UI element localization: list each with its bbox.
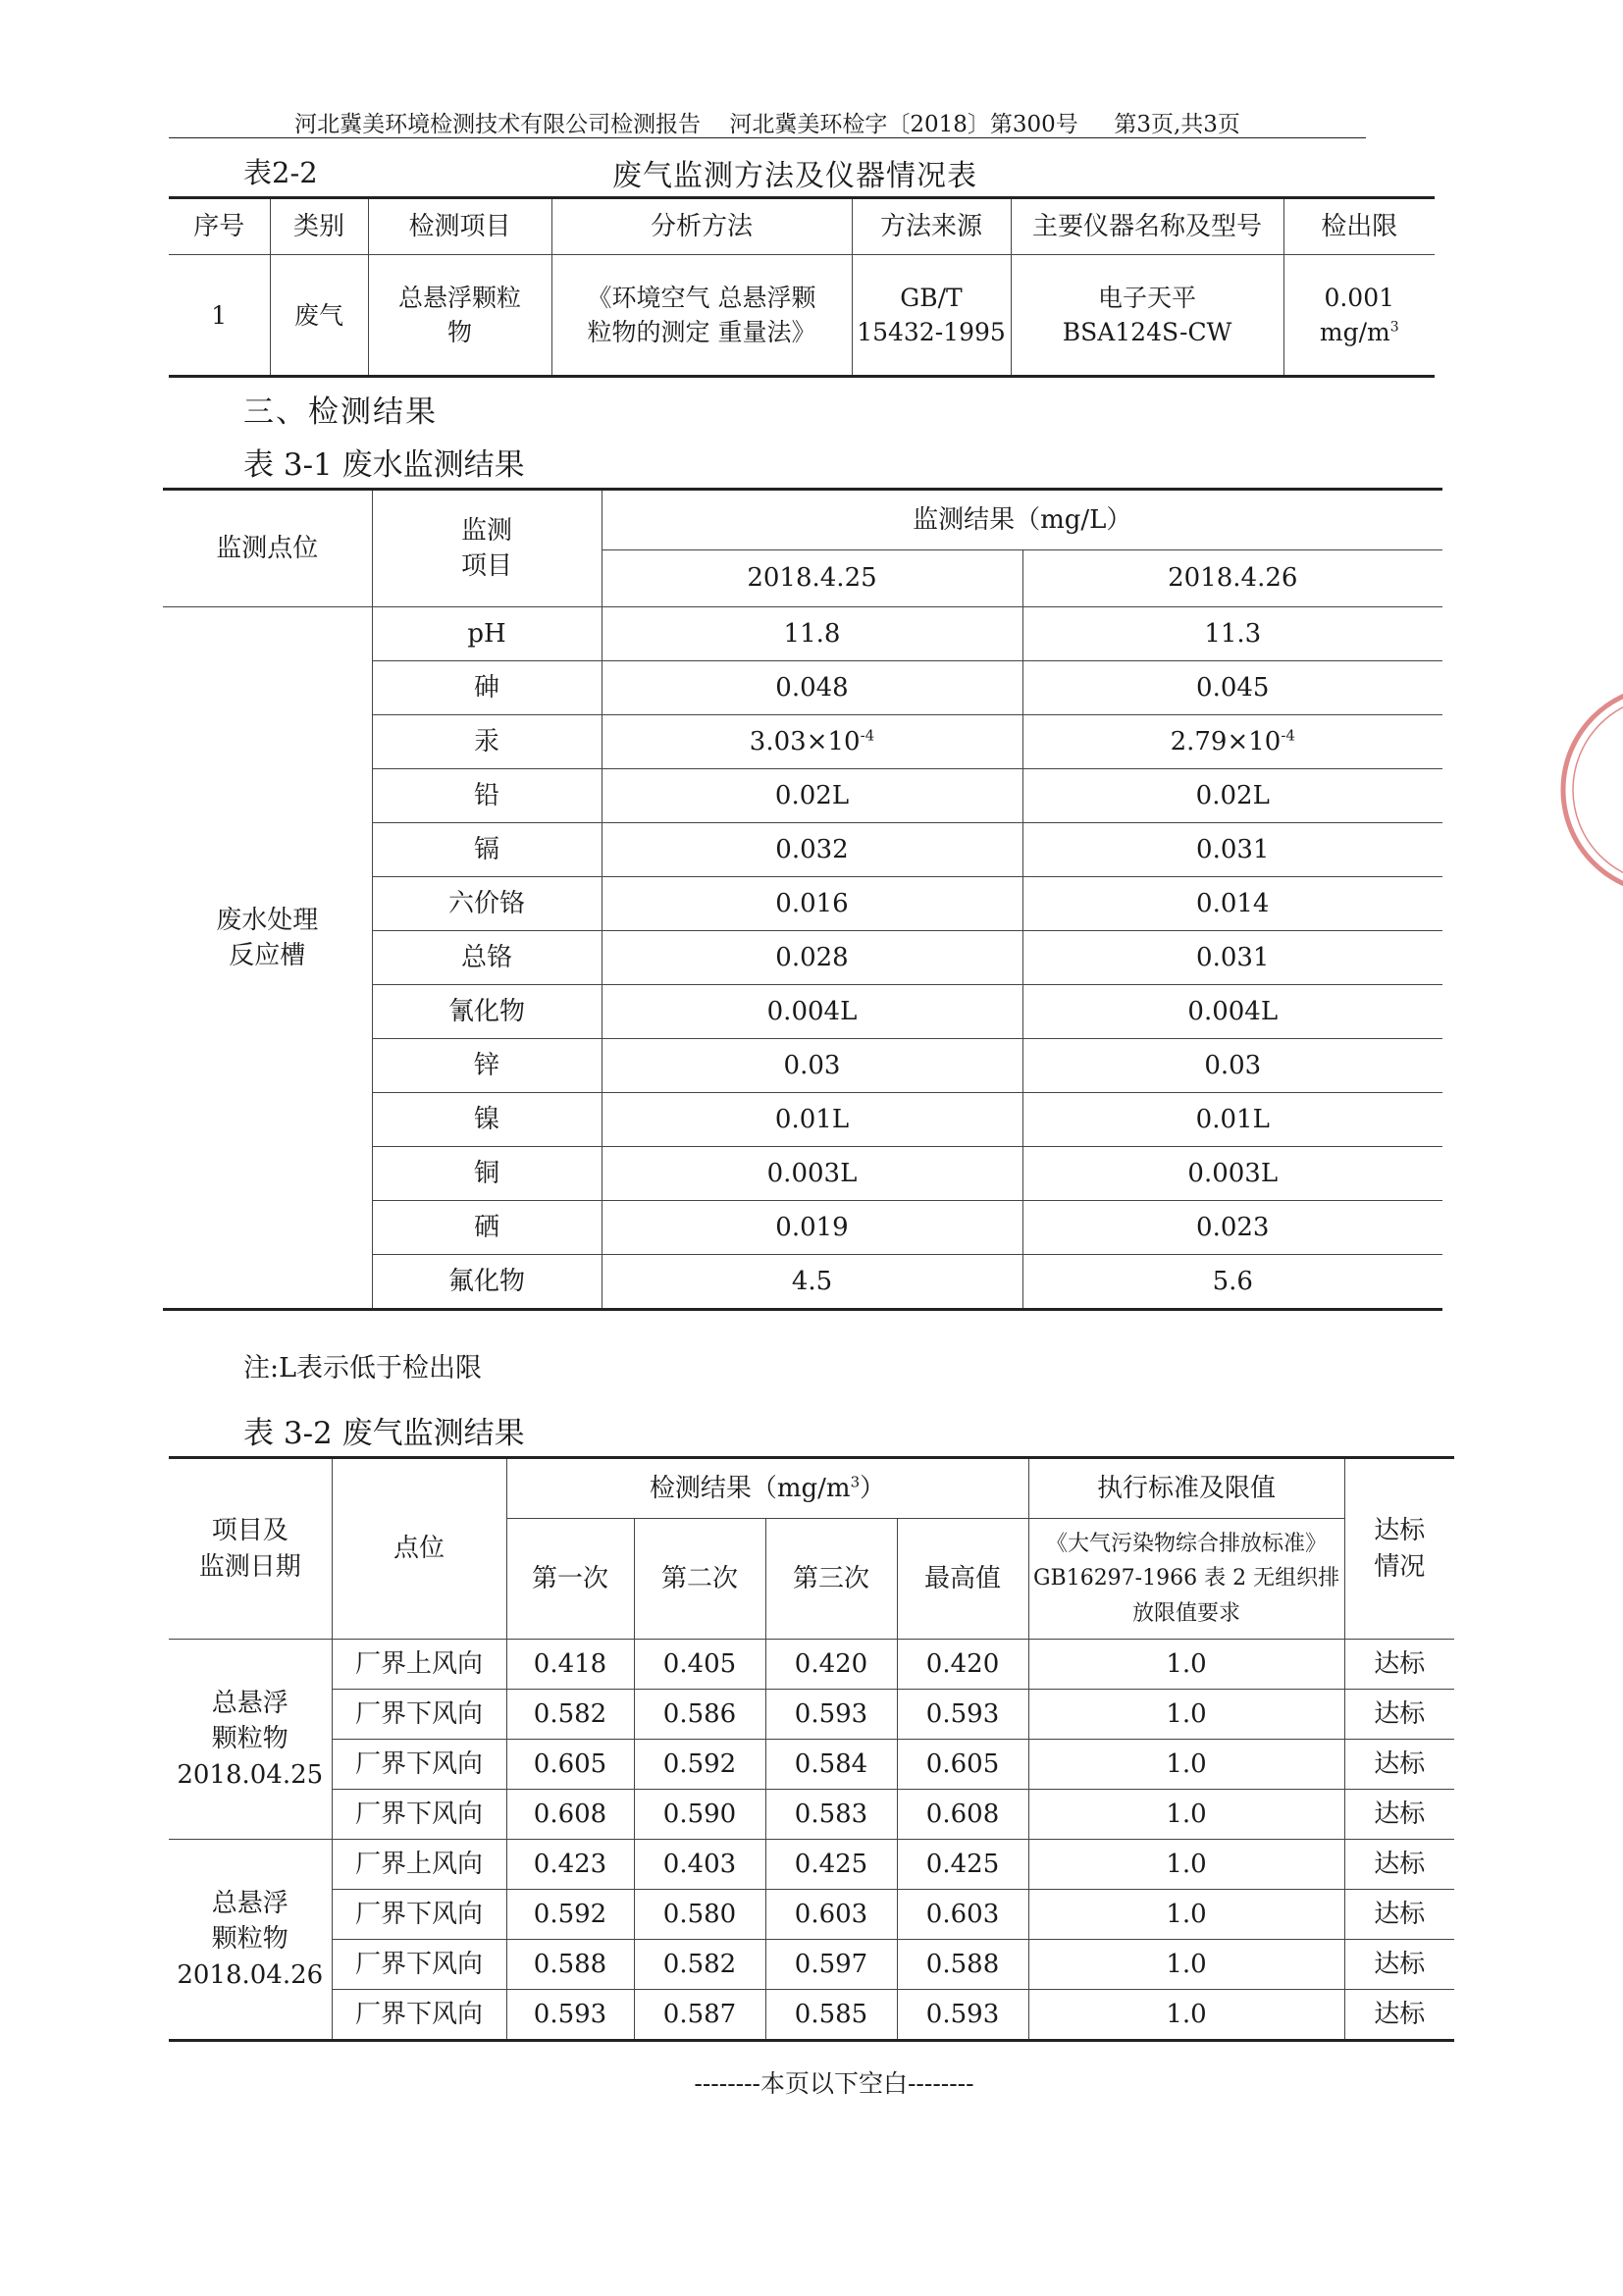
value-cell: 0.03 [1022, 1039, 1442, 1093]
item-cell: 六价铬 [372, 877, 602, 931]
item-cell: 砷 [372, 661, 602, 715]
item-cell: 铜 [372, 1147, 602, 1201]
value-cell: 0.03 [602, 1039, 1022, 1093]
row-method-line: 《环境空气 总悬浮颗 [587, 284, 816, 312]
row-source [852, 255, 1011, 377]
point-cell: 厂界下风向 [332, 1990, 506, 2041]
table-row [169, 1990, 1454, 2041]
header-company: 河北冀美环境检测技术有限公司检测报告 [294, 112, 702, 137]
value-cell: 0.01L [602, 1093, 1022, 1147]
value-cell: 11.8 [602, 607, 1022, 661]
limit-cell: 1.0 [1028, 1840, 1344, 1890]
header-date: 2018.4.26 [1022, 550, 1442, 607]
header-date: 2018.4.25 [602, 550, 1022, 607]
header-results-close: ） [860, 1473, 886, 1503]
max-cell: 0.420 [897, 1640, 1028, 1690]
table-row [169, 1790, 1454, 1840]
value-cell: 0.583 [765, 1790, 897, 1840]
value-cell [1022, 715, 1442, 769]
row-method-line: 粒物的测定 重量法》 [587, 318, 816, 346]
row-category: 废气 [270, 255, 368, 377]
value-exponent: -4 [1281, 726, 1295, 745]
method-instrument-table [169, 196, 1435, 378]
table-row [163, 607, 1442, 661]
status-cell: 达标 [1344, 1640, 1454, 1690]
point-cell: 厂界上风向 [332, 1840, 506, 1890]
point-cell: 厂界下风向 [332, 1890, 506, 1940]
table-header-row [169, 198, 1435, 255]
header-cell: 主要仪器名称及型号 [1011, 198, 1283, 255]
value-cell: 11.3 [1022, 607, 1442, 661]
header-line: 监测 [460, 515, 512, 546]
row-source-line: GB/T [900, 284, 963, 312]
header-line: 情况 [1374, 1551, 1426, 1582]
unit-superscript: 3 [850, 1473, 861, 1491]
point-line: 废水处理 [216, 905, 319, 935]
header-second: 第二次 [634, 1519, 765, 1640]
value-cell: 0.605 [506, 1740, 634, 1790]
value-cell: 0.584 [765, 1740, 897, 1790]
value-cell: 0.048 [602, 661, 1022, 715]
value-cell: 0.603 [765, 1890, 897, 1940]
item-cell: 氟化物 [372, 1255, 602, 1310]
value-cell: 0.405 [634, 1640, 765, 1690]
header-status [1344, 1458, 1454, 1640]
value-cell: 0.423 [506, 1840, 634, 1890]
item-cell: 铅 [372, 769, 602, 823]
status-cell: 达标 [1344, 1690, 1454, 1740]
header-standard-description [1028, 1519, 1344, 1640]
value-cell: 0.031 [1022, 931, 1442, 985]
value-cell: 0.608 [506, 1790, 634, 1840]
unit-superscript: 3 [1389, 319, 1399, 336]
header-cell: 分析方法 [551, 198, 852, 255]
group-name-line: 总悬浮 [211, 1688, 288, 1718]
value-cell: 0.592 [634, 1740, 765, 1790]
header-report-no: 河北冀美环检字〔2018〕第300号 [729, 112, 1078, 137]
max-cell: 0.603 [897, 1890, 1028, 1940]
header-third: 第三次 [765, 1519, 897, 1640]
group-date: 2018.04.25 [177, 1759, 324, 1790]
standard-line: GB16297-1966 表 2 无组织排 [1032, 1566, 1340, 1592]
value-cell: 0.420 [765, 1640, 897, 1690]
table-2-2-title: 废气监测方法及仪器情况表 [612, 159, 977, 193]
item-cell: pH [372, 607, 602, 661]
value-cell: 5.6 [1022, 1255, 1442, 1310]
value-base: 3.03×10 [749, 726, 861, 757]
value-cell: 0.425 [765, 1840, 897, 1890]
value-cell: 0.588 [506, 1940, 634, 1990]
table-row [169, 1840, 1454, 1890]
group-label [169, 1640, 332, 1840]
table-row [169, 1890, 1454, 1940]
value-cell: 0.586 [634, 1690, 765, 1740]
page-header [169, 106, 1366, 138]
point-cell: 厂界下风向 [332, 1790, 506, 1840]
header-divider [169, 137, 1366, 138]
value-cell: 0.593 [506, 1990, 634, 2041]
value-cell: 0.028 [602, 931, 1022, 985]
value-cell: 0.582 [506, 1690, 634, 1740]
limit-cell: 1.0 [1028, 1790, 1344, 1840]
value-cell: 0.02L [1022, 769, 1442, 823]
group-date: 2018.04.26 [177, 1959, 324, 1990]
status-cell: 达标 [1344, 1840, 1454, 1890]
status-cell: 达标 [1344, 1790, 1454, 1840]
company-seal-icon [1519, 677, 1623, 903]
value-base: 2.79×10 [1170, 726, 1282, 757]
value-cell: 0.585 [765, 1990, 897, 2041]
limit-cell: 1.0 [1028, 1740, 1344, 1790]
section-title: 三、检测结果 [243, 394, 438, 430]
max-cell: 0.425 [897, 1840, 1028, 1890]
value-cell: 0.02L [602, 769, 1022, 823]
limit-cell: 1.0 [1028, 1890, 1344, 1940]
value-cell: 0.004L [1022, 985, 1442, 1039]
max-cell: 0.593 [897, 1990, 1028, 2041]
header-line: 达标 [1374, 1516, 1426, 1546]
status-cell: 达标 [1344, 1990, 1454, 2041]
wastewater-results-table [163, 488, 1442, 1311]
table-header-row [169, 1458, 1454, 1519]
item-cell: 镉 [372, 823, 602, 877]
table-row [169, 1690, 1454, 1740]
monitoring-point-cell [163, 607, 372, 1310]
note-text: 注:L表示低于检出限 [243, 1353, 483, 1383]
max-cell: 0.608 [897, 1790, 1028, 1840]
header-line: 项目及 [211, 1516, 288, 1546]
header-item-date [169, 1458, 332, 1640]
row-instrument-line: 电子天平 [1097, 284, 1196, 312]
value-cell: 0.014 [1022, 877, 1442, 931]
limit-cell: 1.0 [1028, 1690, 1344, 1740]
status-cell: 达标 [1344, 1890, 1454, 1940]
detection-limit-unit [1284, 315, 1436, 349]
status-cell: 达标 [1344, 1740, 1454, 1790]
table-row [169, 1740, 1454, 1790]
value-cell: 0.597 [765, 1940, 897, 1990]
page-footer: --------本页以下空白-------- [694, 2069, 974, 2098]
value-cell: 0.592 [506, 1890, 634, 1940]
max-cell: 0.605 [897, 1740, 1028, 1790]
max-cell: 0.588 [897, 1940, 1028, 1990]
value-cell: 0.587 [634, 1990, 765, 2041]
limit-cell: 1.0 [1028, 1990, 1344, 2041]
header-point: 点位 [332, 1458, 506, 1640]
value-exponent: -4 [860, 726, 875, 745]
value-cell: 0.003L [602, 1147, 1022, 1201]
table-row [169, 1640, 1454, 1690]
header-results [506, 1458, 1028, 1519]
item-cell: 汞 [372, 715, 602, 769]
limit-cell: 1.0 [1028, 1940, 1344, 1990]
max-cell: 0.593 [897, 1690, 1028, 1740]
value-cell: 0.023 [1022, 1201, 1442, 1255]
value-cell: 0.004L [602, 985, 1022, 1039]
table-row [169, 255, 1435, 377]
table-3-2-label: 表 3-2 废气监测结果 [243, 1416, 525, 1451]
value-cell: 0.593 [765, 1690, 897, 1740]
row-method [551, 255, 852, 377]
value-cell: 0.582 [634, 1940, 765, 1990]
row-instrument-line: BSA124S-CW [1062, 318, 1232, 346]
value-cell: 0.016 [602, 877, 1022, 931]
standard-line: 放限值要求 [1132, 1600, 1241, 1626]
row-instrument [1011, 255, 1283, 377]
header-cell: 检测项目 [368, 198, 551, 255]
header-line: 项目 [460, 551, 512, 581]
point-cell: 厂界下风向 [332, 1940, 506, 1990]
row-item [368, 255, 551, 377]
header-standard: 执行标准及限值 [1028, 1458, 1344, 1519]
header-monitoring-point: 监测点位 [163, 490, 372, 607]
unit-text: mg/m [1319, 318, 1390, 346]
header-page-number: 第3页,共3页 [1114, 112, 1240, 137]
header-max: 最高值 [897, 1519, 1028, 1640]
value-cell: 0.032 [602, 823, 1022, 877]
header-cell: 类别 [270, 198, 368, 255]
header-first: 第一次 [506, 1519, 634, 1640]
item-cell: 硒 [372, 1201, 602, 1255]
group-name-line: 总悬浮 [211, 1888, 288, 1918]
group-name-line: 颗粒物 [211, 1924, 288, 1955]
status-cell: 达标 [1344, 1940, 1454, 1990]
row-item-line: 总悬浮颗粒 [397, 284, 521, 312]
value-cell [602, 715, 1022, 769]
table-3-1-label: 表 3-1 废水监测结果 [243, 447, 525, 483]
table-header-row [163, 490, 1442, 550]
item-cell: 锌 [372, 1039, 602, 1093]
value-cell: 0.418 [506, 1640, 634, 1690]
table-row [169, 1940, 1454, 1990]
limit-cell: 1.0 [1028, 1640, 1344, 1690]
group-name-line: 颗粒物 [211, 1724, 288, 1754]
row-source-line: 15432-1995 [857, 318, 1006, 346]
value-cell: 0.031 [1022, 823, 1442, 877]
row-item-line: 物 [446, 318, 472, 346]
detection-limit-value: 0.001 [1324, 284, 1395, 312]
header-cell: 序号 [169, 198, 270, 255]
header-cell: 检出限 [1283, 198, 1435, 255]
standard-line: 《大气污染物综合排放标准》 [1046, 1532, 1328, 1557]
row-number: 1 [169, 255, 270, 377]
header-line: 监测日期 [198, 1551, 301, 1582]
value-cell: 0.019 [602, 1201, 1022, 1255]
point-cell: 厂界下风向 [332, 1690, 506, 1740]
value-cell: 0.045 [1022, 661, 1442, 715]
point-cell: 厂界下风向 [332, 1740, 506, 1790]
header-cell: 方法来源 [852, 198, 1011, 255]
value-cell: 0.403 [634, 1840, 765, 1890]
value-cell: 0.580 [634, 1890, 765, 1940]
header-results: 监测结果（mg/L） [602, 490, 1442, 550]
value-cell: 0.590 [634, 1790, 765, 1840]
item-cell: 镍 [372, 1093, 602, 1147]
point-line: 反应槽 [229, 941, 306, 970]
item-cell: 总铬 [372, 931, 602, 985]
value-cell: 0.01L [1022, 1093, 1442, 1147]
header-monitoring-item [372, 490, 602, 607]
exhaust-results-table [169, 1456, 1454, 2042]
item-cell: 氰化物 [372, 985, 602, 1039]
point-cell: 厂界上风向 [332, 1640, 506, 1690]
group-label [169, 1840, 332, 2041]
row-detection-limit [1283, 255, 1435, 377]
table-2-2-label: 表2-2 [243, 156, 318, 189]
header-results-text: 检测结果（mg/m [649, 1473, 851, 1503]
value-cell: 0.003L [1022, 1147, 1442, 1201]
value-cell: 4.5 [602, 1255, 1022, 1310]
